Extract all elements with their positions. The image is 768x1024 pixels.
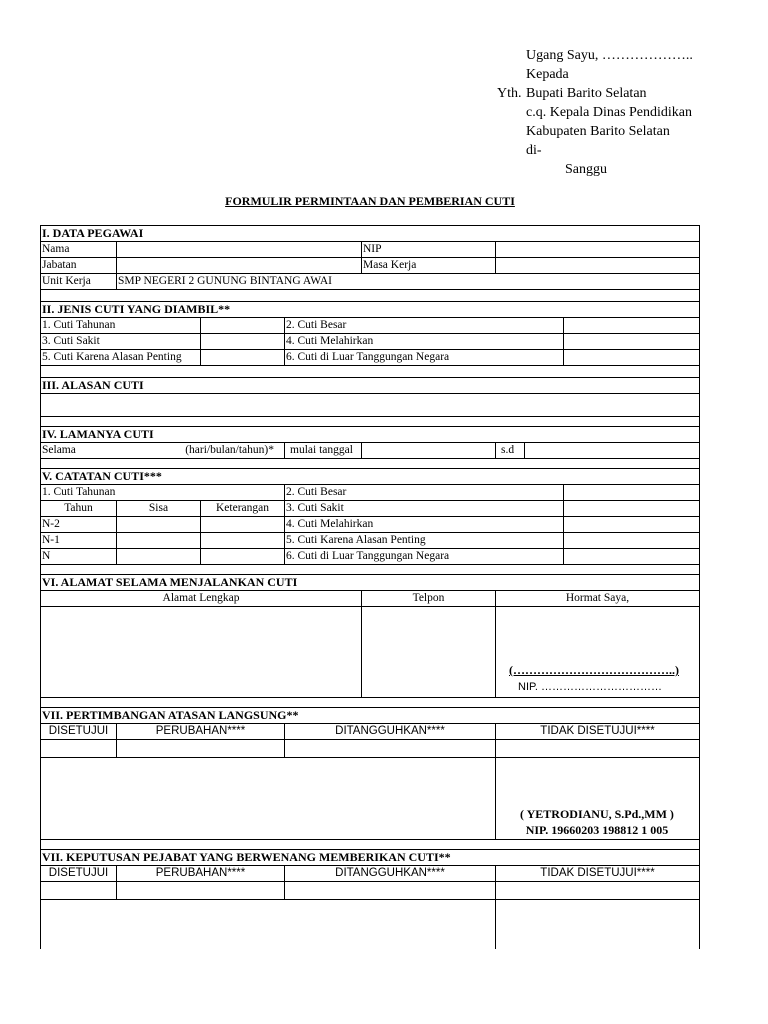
atasan-opt-perubahan: PERUBAHAN**** bbox=[116, 724, 284, 739]
catatan-right-3: 4. Cuti Melahirkan bbox=[284, 517, 563, 532]
catatan-right-1-field[interactable] bbox=[563, 485, 699, 500]
section-2-heading-row bbox=[41, 301, 699, 317]
place-date: Ugang Sayu, ……………….. bbox=[526, 48, 693, 63]
pejabat-check-row bbox=[41, 881, 699, 899]
atasan-check-row bbox=[41, 739, 699, 757]
hormat-label: Hormat Saya, bbox=[495, 591, 699, 606]
pejabat-opt-disetujui: DISETUJUI bbox=[48, 867, 109, 879]
section-8-heading: VII. KEPUTUSAN PEJABAT YANG BERWENANG MEMBERIKAN CUTI** bbox=[42, 850, 451, 864]
recipient-line bbox=[497, 84, 693, 103]
section-5-heading: V. CATATAN CUTI*** bbox=[42, 469, 162, 483]
col-sisa: Sisa bbox=[116, 501, 200, 516]
jabatan-row bbox=[41, 257, 699, 273]
start-date-field[interactable] bbox=[361, 443, 495, 458]
jabatan-label: Jabatan bbox=[42, 259, 77, 271]
catatan-right-4-field[interactable] bbox=[563, 533, 699, 548]
alamat-field[interactable] bbox=[41, 607, 361, 697]
masa-kerja-label: Masa Kerja bbox=[361, 258, 495, 273]
alamat-header-row bbox=[41, 590, 699, 606]
atasan-notes[interactable] bbox=[41, 758, 495, 839]
atasan-check-ditangguhkan[interactable] bbox=[284, 740, 495, 757]
jenis-check-5[interactable] bbox=[200, 350, 284, 365]
leave-form bbox=[40, 225, 700, 949]
section-7-heading-row bbox=[41, 707, 699, 723]
section-6-heading-row bbox=[41, 574, 699, 590]
ket-n[interactable] bbox=[200, 549, 284, 564]
atasan-opt-disetujui: DISETUJUI bbox=[48, 725, 109, 737]
unit-kerja-label: Unit Kerja bbox=[42, 275, 91, 287]
telpon-field[interactable] bbox=[361, 607, 495, 697]
catatan-row-3 bbox=[41, 516, 699, 532]
selama-label: Selama bbox=[42, 444, 76, 456]
ket-n1[interactable] bbox=[200, 533, 284, 548]
catatan-right-2-field[interactable] bbox=[563, 501, 699, 516]
pejabat-opt-tidak: TIDAK DISETUJUI**** bbox=[495, 866, 699, 881]
spacer-row bbox=[41, 458, 699, 468]
jenis-item-1: 1. Cuti Tahunan bbox=[42, 319, 116, 331]
jenis-check-4[interactable] bbox=[563, 334, 699, 349]
section-8-heading-row bbox=[41, 849, 699, 865]
pejabat-check-ditangguhkan[interactable] bbox=[284, 882, 495, 899]
address-block bbox=[497, 46, 693, 179]
catatan-right-2: 3. Cuti Sakit bbox=[284, 501, 563, 516]
spacer-row bbox=[41, 564, 699, 574]
di-line: di- bbox=[526, 143, 542, 158]
ket-n2[interactable] bbox=[200, 517, 284, 532]
atasan-check-disetujui[interactable] bbox=[41, 740, 116, 757]
lamanya-row bbox=[41, 442, 699, 458]
nama-row bbox=[41, 241, 699, 257]
section-7-heading: VII. PERTIMBANGAN ATASAN LANGSUNG** bbox=[42, 708, 299, 722]
pejabat-opt-perubahan: PERUBAHAN**** bbox=[116, 866, 284, 881]
unit-kerja-row bbox=[41, 273, 699, 289]
catatan-row-1 bbox=[41, 484, 699, 500]
section-3-heading-row bbox=[41, 377, 699, 393]
section-1-heading-row bbox=[41, 225, 699, 241]
jenis-item-5: 5. Cuti Karena Alasan Penting bbox=[42, 351, 182, 363]
pejabat-signature-area bbox=[495, 900, 699, 949]
atasan-check-perubahan[interactable] bbox=[116, 740, 284, 757]
section-4-heading-row bbox=[41, 426, 699, 442]
spacer-row bbox=[41, 365, 699, 377]
jabatan-field[interactable] bbox=[116, 258, 361, 273]
catatan-right-3-field[interactable] bbox=[563, 517, 699, 532]
jenis-row-3 bbox=[41, 349, 699, 365]
applicant-name-line: (…………………………………..) bbox=[509, 663, 679, 677]
sisa-n2[interactable] bbox=[116, 517, 200, 532]
masa-kerja-field[interactable] bbox=[495, 258, 699, 273]
spacer-row bbox=[41, 289, 699, 301]
sd-label: s.d bbox=[495, 443, 524, 458]
section-5-heading-row bbox=[41, 468, 699, 484]
jenis-row-2 bbox=[41, 333, 699, 349]
alasan-field[interactable] bbox=[41, 393, 699, 416]
year-n2: N-2 bbox=[42, 518, 60, 530]
catatan-right-4: 5. Cuti Karena Alasan Penting bbox=[284, 533, 563, 548]
col-keterangan: Keterangan bbox=[200, 501, 284, 516]
jenis-item-4: 4. Cuti Melahirkan bbox=[284, 334, 563, 349]
pejabat-sign-row bbox=[41, 899, 699, 949]
cq-line: c.q. Kepala Dinas Pendidikan bbox=[526, 105, 693, 120]
jenis-row-1 bbox=[41, 317, 699, 333]
pejabat-opt-ditangguhkan: DITANGGUHKAN**** bbox=[284, 866, 495, 881]
catatan-right-5-field[interactable] bbox=[563, 549, 699, 564]
pejabat-check-perubahan[interactable] bbox=[116, 882, 284, 899]
pejabat-options-row bbox=[41, 865, 699, 881]
jenis-item-3: 3. Cuti Sakit bbox=[42, 335, 100, 347]
city-line: Sanggu bbox=[565, 162, 607, 177]
nama-field[interactable] bbox=[116, 242, 361, 257]
end-date-field[interactable] bbox=[524, 443, 699, 458]
spacer-row bbox=[41, 416, 699, 426]
sisa-n1[interactable] bbox=[116, 533, 200, 548]
yth-label: Yth. bbox=[497, 86, 522, 101]
atasan-signature bbox=[495, 806, 699, 838]
jenis-check-6[interactable] bbox=[563, 350, 699, 365]
jenis-check-2[interactable] bbox=[563, 318, 699, 333]
recipient-name: Bupati Barito Selatan bbox=[526, 86, 647, 101]
spacer-row bbox=[41, 839, 699, 849]
sisa-n[interactable] bbox=[116, 549, 200, 564]
atasan-name: ( YETRODIANU, S.Pd.,MM ) bbox=[520, 807, 674, 821]
pejabat-check-disetujui[interactable] bbox=[41, 882, 116, 899]
applicant-nip-line: NIP. …………………………… bbox=[518, 681, 663, 693]
catatan-tahunan-label: 1. Cuti Tahunan bbox=[42, 486, 116, 498]
atasan-opt-tidak: TIDAK DISETUJUI**** bbox=[495, 724, 699, 739]
jenis-check-3[interactable] bbox=[200, 334, 284, 349]
jenis-check-1[interactable] bbox=[200, 318, 284, 333]
pejabat-notes[interactable] bbox=[41, 900, 495, 949]
nama-label: Nama bbox=[42, 243, 70, 255]
catatan-row-4 bbox=[41, 532, 699, 548]
atasan-check-tidak[interactable] bbox=[495, 740, 699, 757]
nip-field[interactable] bbox=[495, 242, 699, 257]
section-6-heading: VI. ALAMAT SELAMA MENJALANKAN CUTI bbox=[42, 575, 298, 589]
section-4-heading: IV. LAMANYA CUTI bbox=[42, 427, 154, 441]
jenis-item-6: 6. Cuti di Luar Tanggungan Negara bbox=[284, 350, 563, 365]
telpon-col-label: Telpon bbox=[361, 591, 495, 606]
jenis-item-2: 2. Cuti Besar bbox=[284, 318, 563, 333]
catatan-right-5: 6. Cuti di Luar Tanggungan Negara bbox=[284, 549, 563, 564]
kepada-line: Kepada bbox=[526, 67, 569, 82]
section-3-heading: III. ALASAN CUTI bbox=[42, 378, 144, 392]
nip-label: NIP bbox=[361, 242, 495, 257]
catatan-row-2 bbox=[41, 500, 699, 516]
district-line: Kabupaten Barito Selatan bbox=[526, 124, 670, 139]
atasan-options-row bbox=[41, 723, 699, 739]
unit-kerja-value[interactable]: SMP NEGERI 2 GUNUNG BINTANG AWAI bbox=[116, 274, 699, 289]
alamat-col-label: Alamat Lengkap bbox=[162, 592, 240, 604]
spacer-row bbox=[41, 697, 699, 707]
col-tahun: Tahun bbox=[64, 502, 93, 514]
form-title: FORMULIR PERMINTAAN DAN PEMBERIAN CUTI bbox=[225, 194, 515, 208]
year-n1: N-1 bbox=[42, 534, 60, 546]
catatan-right-1: 2. Cuti Besar bbox=[284, 485, 563, 500]
atasan-opt-ditangguhkan: DITANGGUHKAN**** bbox=[284, 724, 495, 739]
section-1-heading: I. DATA PEGAWAI bbox=[42, 226, 144, 240]
mulai-label: mulai tanggal bbox=[284, 443, 361, 458]
duration-unit: (hari/bulan/tahun)* bbox=[185, 444, 274, 456]
section-2-heading: II. JENIS CUTI YANG DIAMBIL** bbox=[42, 302, 231, 316]
year-n: N bbox=[42, 550, 51, 562]
catatan-row-5 bbox=[41, 548, 699, 564]
atasan-nip: NIP. 19660203 198812 1 005 bbox=[525, 823, 669, 837]
pejabat-check-tidak[interactable] bbox=[495, 882, 699, 899]
